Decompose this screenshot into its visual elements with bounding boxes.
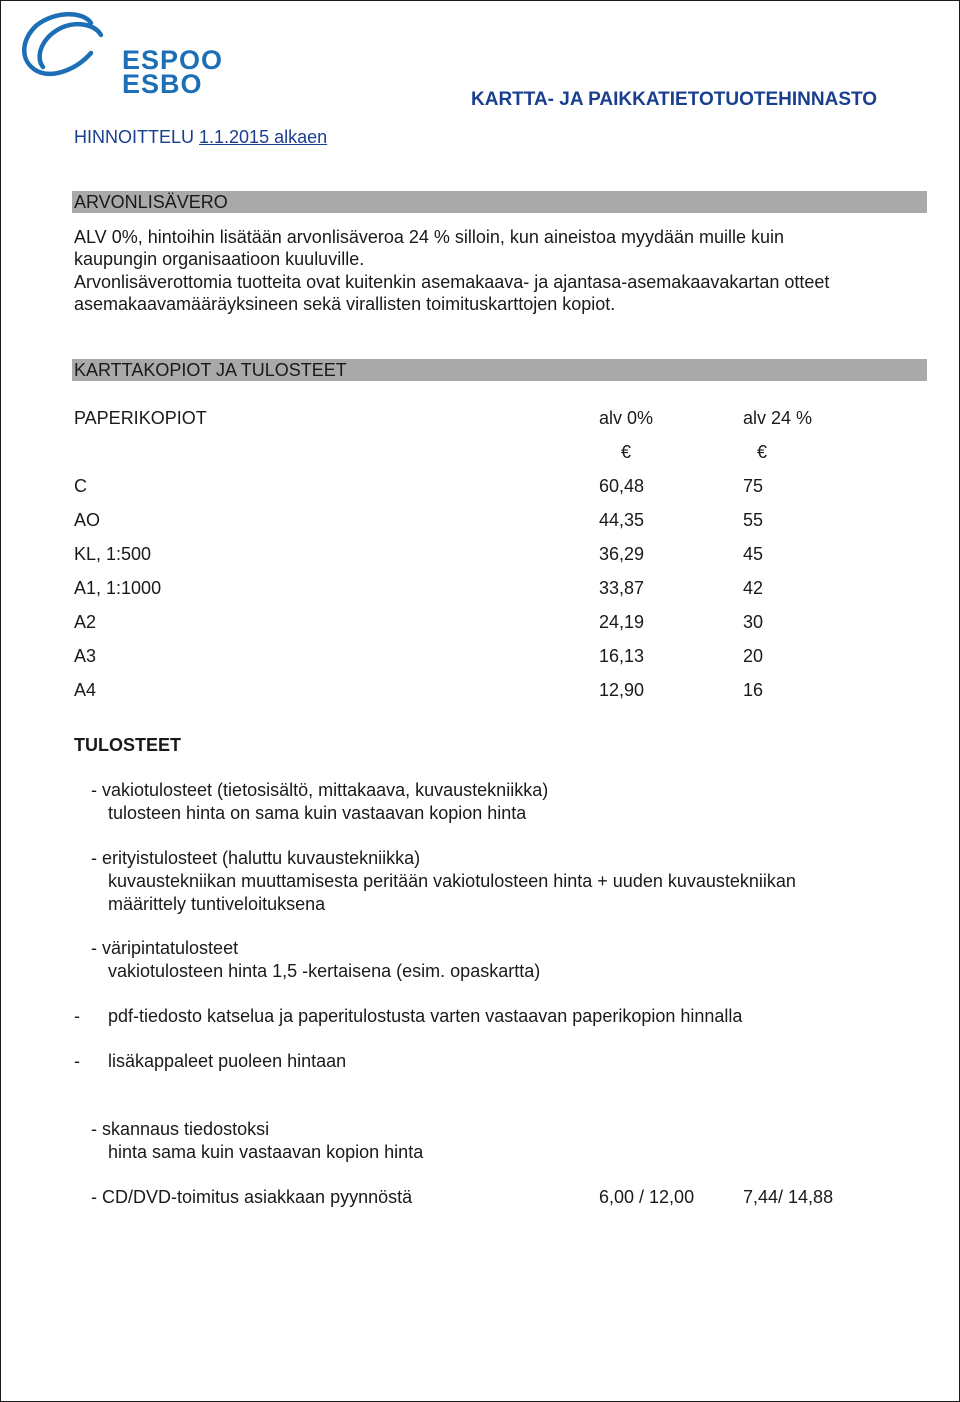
special-prints-item: - erityistulosteet (haluttu kuvaustekniikka) [91, 848, 421, 868]
price-row-label: A1, 1:1000 [74, 578, 162, 598]
vat-text-line: Arvonlisäverottomia tuotteita ovat kuitenkin asemakaava- ja ajantasa-asemakaavakartan otteet [74, 272, 830, 292]
pricing-validity [74, 126, 327, 148]
price-row-vat0: 16,13 [599, 646, 645, 666]
price-row-vat24: 20 [743, 646, 764, 666]
price-row-vat0: 44,35 [599, 510, 645, 530]
cd-dvd-item: - CD/DVD-toimitus asiakkaan pyynnöstä [91, 1187, 413, 1207]
price-row-label: A2 [74, 612, 97, 632]
price-row-vat24: 30 [743, 612, 764, 632]
espoo-logo-icon [15, 9, 125, 81]
price-row-vat24: 16 [743, 680, 764, 700]
special-prints-description: määrittely tuntiveloituksena [108, 894, 326, 914]
vat-section-heading: ARVONLISÄVERO [72, 191, 927, 213]
price-row-label: AO [74, 510, 101, 530]
price-row-label: A3 [74, 646, 97, 666]
logo-text-espoo: ESPOO [122, 45, 224, 75]
extra-copies-dash: - [74, 1051, 80, 1071]
pdf-item: pdf-tiedosto katselua ja paperitulostusta varten vastaavan paperikopion hinnalla [108, 1006, 743, 1026]
pricing-date: 1.1.2015 alkaen [199, 127, 328, 147]
price-row-vat24: 75 [743, 476, 764, 496]
vat-text-line: asemakaavamääräyksineen sekä virallisten toimituskarttojen kopiot. [74, 294, 616, 314]
document-title: KARTTA- JA PAIKKATIETOTUOTEHINNASTO [471, 89, 878, 110]
special-prints-description: kuvaustekniikan muuttamisesta peritään vakiotulosteen hinta + uuden kuvaustekniikan [108, 871, 796, 891]
cd-dvd-price-vat0: 6,00 / 12,00 [599, 1187, 695, 1207]
color-prints-item: - väripintatulosteet [91, 938, 239, 958]
vat-text-line: ALV 0%, hintoihin lisätään arvonlisäveroa 24 % silloin, kun aineistoa myydään muille kuin [74, 227, 785, 247]
currency-symbol-vat24: € [757, 442, 768, 462]
logo-text-esbo: ESBO [122, 69, 203, 99]
price-row-label: A4 [74, 680, 97, 700]
scan-description: hinta sama kuin vastaavan kopion hinta [108, 1142, 424, 1162]
price-row-label: KL, 1:500 [74, 544, 152, 564]
price-row-vat24: 42 [743, 578, 764, 598]
price-row-label: C [74, 476, 87, 496]
vat-text-line: kaupungin organisaatioon kuuluville. [74, 249, 365, 269]
column-header-vat24: alv 24 % [743, 408, 813, 428]
price-row-vat24: 45 [743, 544, 764, 564]
paper-copies-heading: PAPERIKOPIOT [74, 408, 207, 428]
copies-section-heading: KARTTAKOPIOT JA TULOSTEET [72, 359, 927, 381]
price-row-vat0: 12,90 [599, 680, 645, 700]
scan-item: - skannaus tiedostoksi [91, 1119, 270, 1139]
column-header-vat0: alv 0% [599, 408, 654, 428]
price-row-vat0: 60,48 [599, 476, 645, 496]
pdf-item-dash: - [74, 1006, 80, 1026]
price-row-vat0: 36,29 [599, 544, 645, 564]
cd-dvd-price-vat24: 7,44/ 14,88 [743, 1187, 834, 1207]
price-row-vat0: 33,87 [599, 578, 645, 598]
extra-copies-item: lisäkappaleet puoleen hintaan [108, 1051, 347, 1071]
color-prints-description: vakiotulosteen hinta 1,5 -kertaisena (esim. opaskartta) [108, 961, 541, 981]
currency-symbol-vat0: € [621, 442, 632, 462]
prints-heading: TULOSTEET [74, 735, 181, 755]
pricing-prefix: HINNOITTELU [74, 127, 200, 147]
price-row-vat24: 55 [743, 510, 764, 530]
price-row-vat0: 24,19 [599, 612, 645, 632]
standard-prints-description: tulosteen hinta on sama kuin vastaavan kopion hinta [108, 803, 527, 823]
standard-prints-item: - vakiotulosteet (tietosisältö, mittakaava, kuvaustekniikka) [91, 780, 549, 800]
